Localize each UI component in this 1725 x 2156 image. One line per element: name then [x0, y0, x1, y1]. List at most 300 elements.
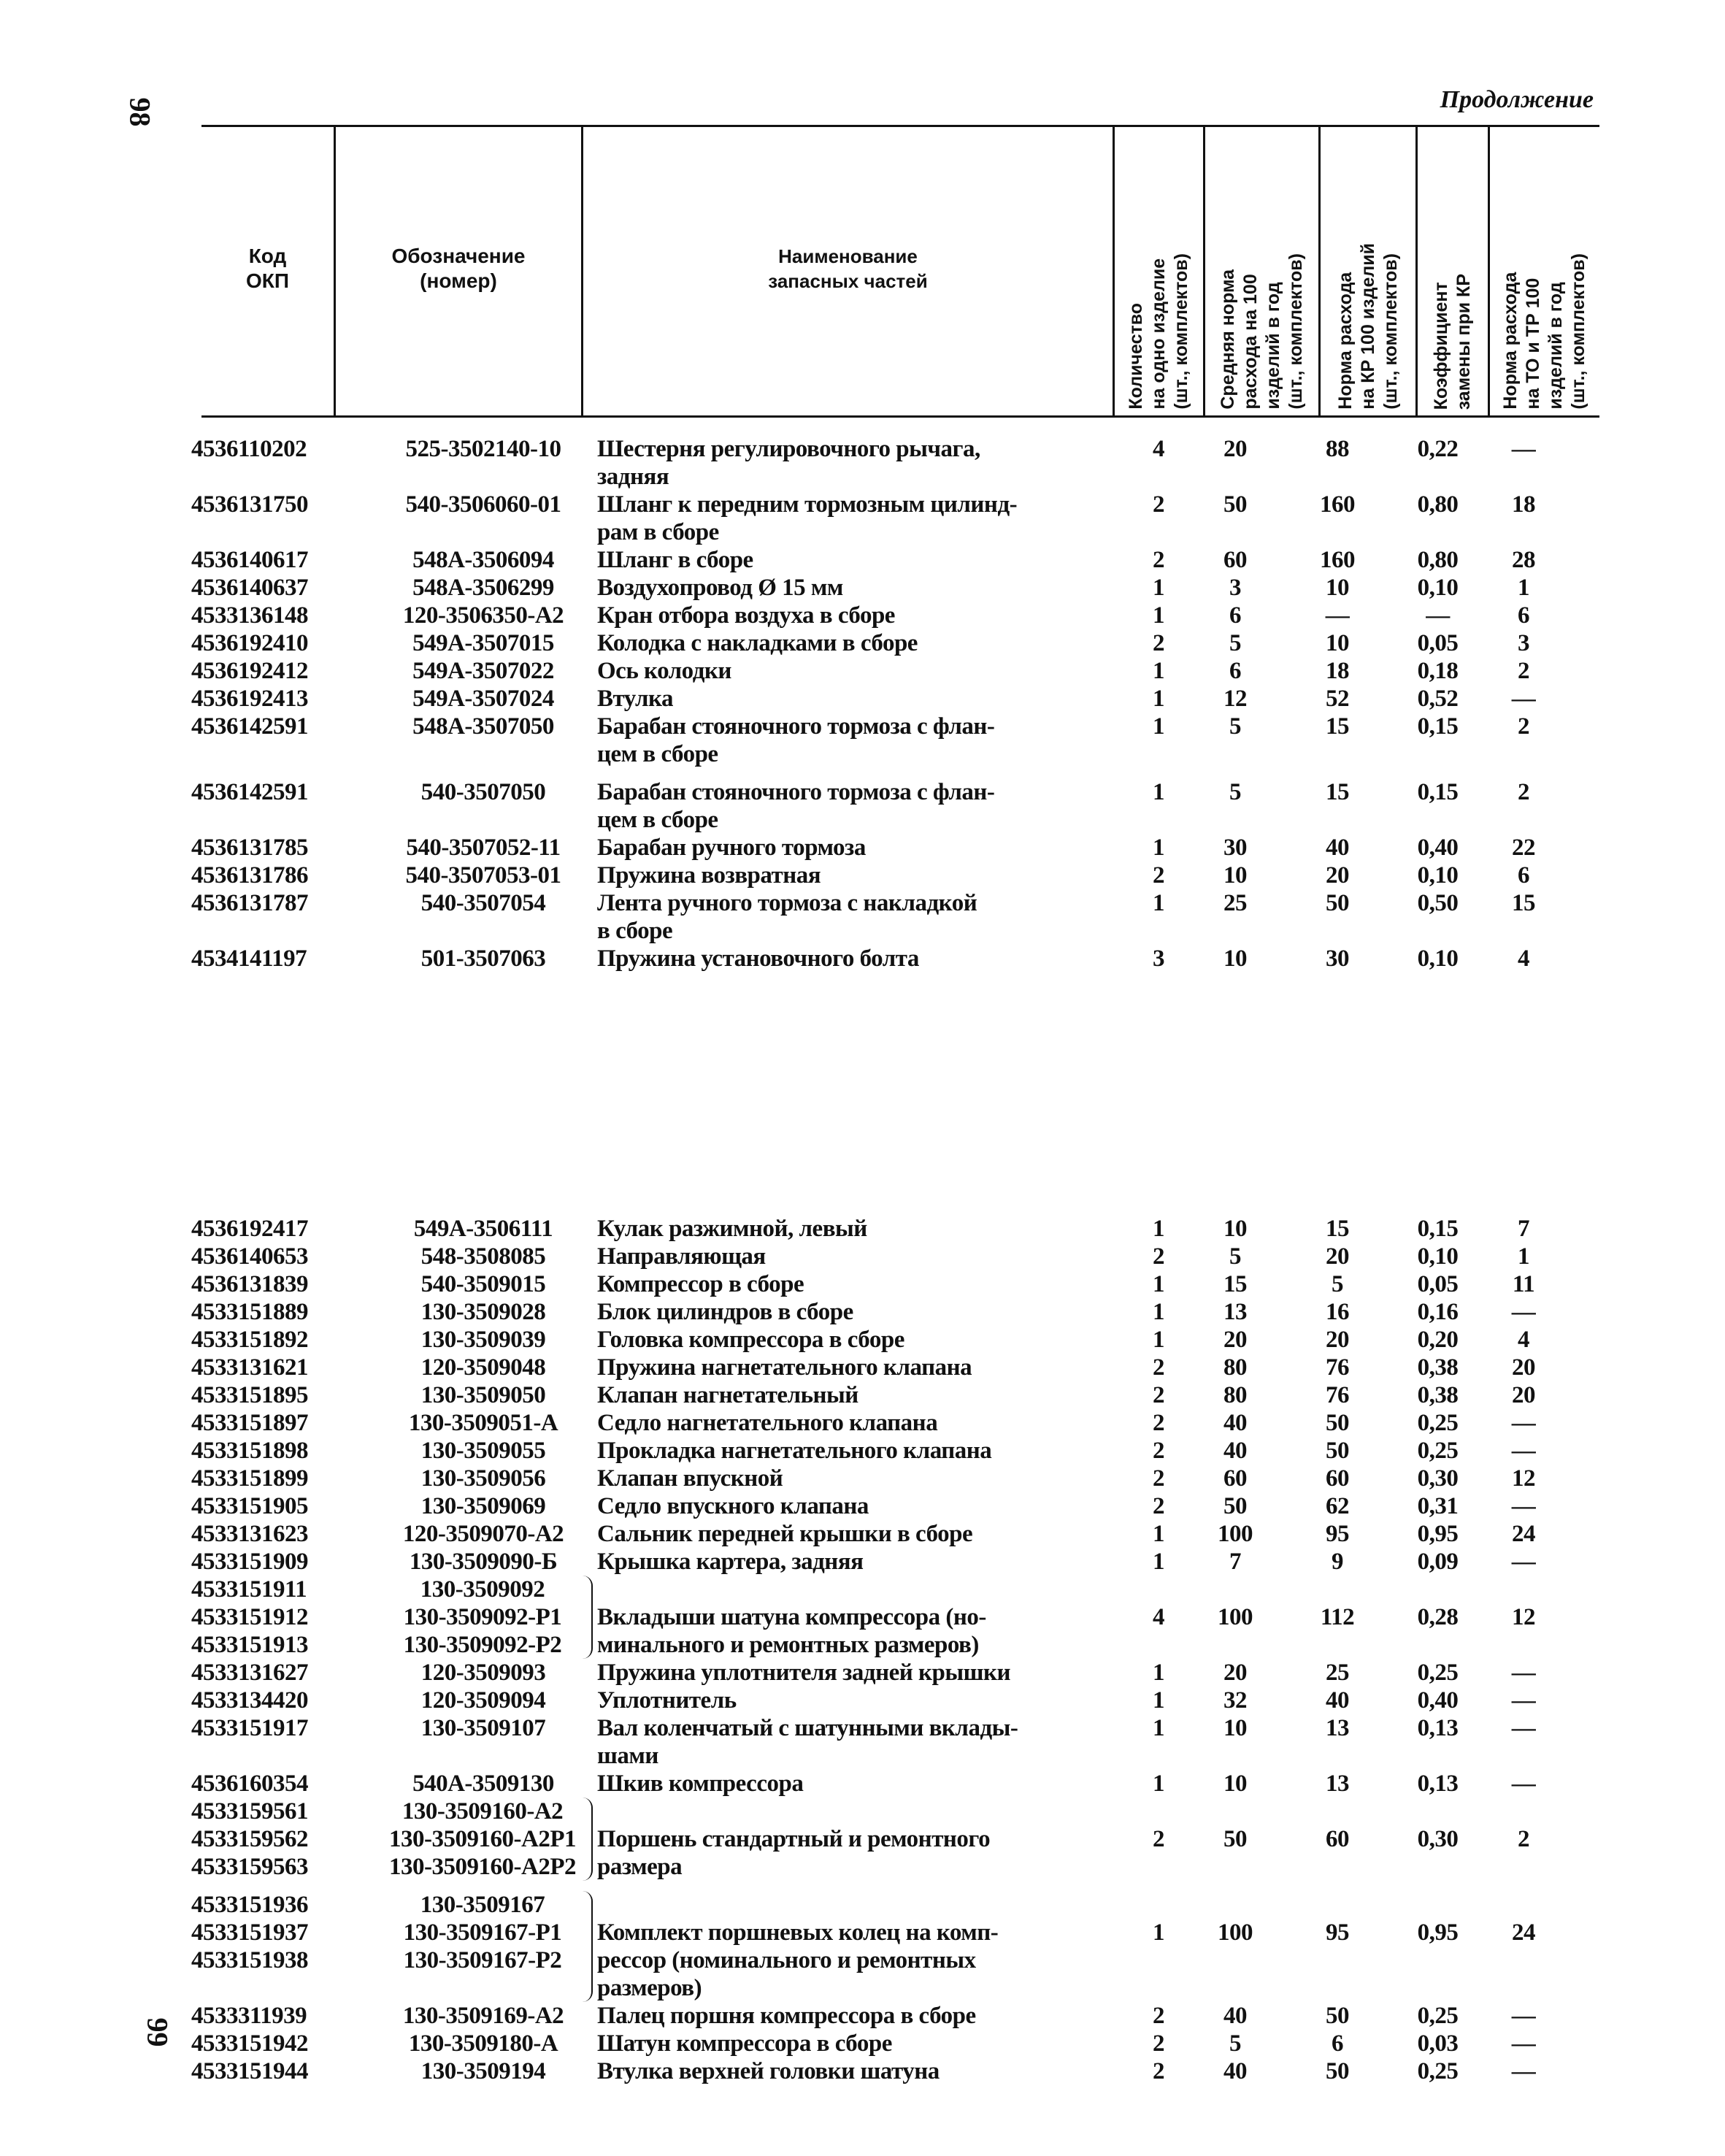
part-designation: 120-3509048: [420, 1354, 546, 1381]
table-row: [191, 435, 1600, 491]
part-designation: 130-3509180-А: [408, 2030, 558, 2057]
replacement-coef: —: [1426, 602, 1450, 629]
part-designation: 548-3508085: [420, 1243, 546, 1270]
qty-per-unit: 1: [1153, 713, 1164, 740]
part-designation: 130-3509169-А2: [402, 2003, 564, 2029]
kr-norm-per-100: 50: [1326, 890, 1349, 916]
table-row: [191, 945, 1600, 972]
qty-per-unit: 2: [1153, 1826, 1164, 1852]
header-coef: [1415, 127, 1488, 415]
to-tr-norm-per-100: —: [1511, 2030, 1536, 2057]
kr-norm-per-100: 13: [1326, 1715, 1349, 1741]
replacement-coef: 0,31: [1417, 1493, 1459, 1519]
part-code: 4533151944: [191, 2058, 308, 2084]
part-designation: 501-3507063: [420, 945, 546, 972]
part-name: Палец поршня компрессора в сборе: [597, 2003, 976, 2029]
part-code: 4533151889: [191, 1299, 308, 1325]
part-code: 4536131787: [191, 890, 308, 916]
replacement-coef: 0,52: [1417, 686, 1459, 712]
table-row: [191, 1437, 1600, 1465]
replacement-coef: 0,16: [1417, 1299, 1459, 1325]
kr-norm-per-100: 30: [1326, 945, 1349, 972]
part-code: 4536192417: [191, 1216, 308, 1242]
table-row: [191, 1298, 1600, 1326]
header-code: [201, 127, 334, 415]
replacement-coef: 0,10: [1417, 1243, 1459, 1270]
part-code: 4533151905: [191, 1493, 308, 1519]
part-code: 4533151892: [191, 1327, 308, 1353]
replacement-coef: 0,03: [1417, 2030, 1459, 2057]
part-code: 4533131627: [191, 1660, 308, 1686]
table-row: [191, 1270, 1600, 1298]
replacement-coef: 0,25: [1417, 1438, 1459, 1464]
to-tr-norm-per-100: 7: [1518, 1216, 1529, 1242]
to-tr-norm-per-100: 2: [1518, 1826, 1529, 1852]
avg-norm-per-100: 20: [1223, 1327, 1247, 1353]
qty-per-unit: 1: [1153, 1521, 1164, 1547]
replacement-coef: 0,25: [1417, 1660, 1459, 1686]
part-name: Поршень стандартный и ремонтного размера: [597, 1826, 991, 1880]
table-row-group: [191, 1576, 1600, 1659]
kr-norm-per-100: 5: [1332, 1271, 1343, 1297]
header-name-label: Наименование запасных частей: [768, 245, 928, 292]
table-row: [191, 1687, 1600, 1714]
avg-norm-per-100: 15: [1223, 1271, 1247, 1297]
kr-norm-per-100: 50: [1326, 2058, 1349, 2084]
qty-per-unit: 1: [1153, 1771, 1164, 1797]
part-code: 4533134420: [191, 1687, 308, 1714]
part-designation: 130-3509055: [420, 1438, 546, 1464]
kr-norm-per-100: 60: [1326, 1465, 1349, 1492]
to-tr-norm-per-100: 12: [1512, 1465, 1535, 1492]
avg-norm-per-100: 13: [1223, 1299, 1247, 1325]
avg-norm-per-100: 80: [1223, 1382, 1247, 1408]
replacement-coef: 0,95: [1417, 1521, 1459, 1547]
qty-per-unit: 1: [1153, 1327, 1164, 1353]
replacement-coef: 0,13: [1417, 1715, 1459, 1741]
kr-norm-per-100: 9: [1332, 1549, 1343, 1575]
to-tr-norm-per-100: —: [1511, 2003, 1536, 2029]
qty-per-unit: 2: [1153, 1410, 1164, 1436]
table-row-group: [191, 1891, 1600, 2002]
part-code: 4536140637: [191, 575, 308, 601]
header-coef-label: Коэффициент замены при КР: [1431, 273, 1474, 410]
page-number-top: 98: [123, 97, 157, 127]
part-code: 4533131623: [191, 1521, 308, 1547]
qty-per-unit: 2: [1153, 1438, 1164, 1464]
part-designation: 120-3509094: [420, 1687, 546, 1714]
part-name: Кран отбора воздуха в сборе: [597, 602, 895, 629]
kr-norm-per-100: 60: [1326, 1826, 1349, 1852]
part-code: 4536131750: [191, 491, 308, 518]
replacement-coef: 0,50: [1417, 890, 1459, 916]
qty-per-unit: 1: [1153, 1549, 1164, 1575]
part-name: Прокладка нагнетательного клапана: [597, 1438, 992, 1464]
kr-norm-per-100: 40: [1326, 835, 1349, 861]
to-tr-norm-per-100: —: [1511, 1410, 1536, 1436]
replacement-coef: 0,80: [1417, 547, 1459, 573]
qty-per-unit: 2: [1153, 491, 1164, 518]
to-tr-norm-per-100: 1: [1518, 575, 1529, 601]
part-name: Клапан нагнетательный: [597, 1382, 858, 1408]
part-designation: 540-3507050: [420, 779, 546, 805]
part-name: Сальник передней крышки в сборе: [597, 1521, 973, 1547]
replacement-coef: 0,18: [1417, 658, 1459, 684]
replacement-coef: 0,38: [1417, 1382, 1459, 1408]
avg-norm-per-100: 25: [1223, 890, 1247, 916]
replacement-coef: 0,15: [1417, 779, 1459, 805]
avg-norm-per-100: 60: [1223, 1465, 1247, 1492]
part-name: Шатун компрессора в сборе: [597, 2030, 892, 2057]
part-code: 4533151899: [191, 1465, 308, 1492]
part-code: 4536131839: [191, 1271, 308, 1297]
table-row: [191, 574, 1600, 602]
kr-norm-per-100: 62: [1326, 1493, 1349, 1519]
to-tr-norm-per-100: 24: [1512, 1919, 1535, 1946]
header-tr: [1488, 127, 1599, 415]
part-code: 4533131621: [191, 1354, 308, 1381]
part-name: Барабан стояночного тормоза с флан- цем в сборе: [597, 779, 995, 833]
part-name: Пружина установочного болта: [597, 945, 919, 972]
qty-per-unit: 1: [1153, 1715, 1164, 1741]
part-code: 4533159561 4533159562 4533159563: [191, 1798, 308, 1880]
part-code: 4533151897: [191, 1410, 308, 1436]
part-code: 4536142591: [191, 779, 308, 805]
table-row: [191, 1492, 1600, 1520]
kr-norm-per-100: 10: [1326, 575, 1349, 601]
avg-norm-per-100: 6: [1229, 658, 1241, 684]
avg-norm-per-100: 100: [1218, 1604, 1253, 1630]
qty-per-unit: 2: [1153, 1354, 1164, 1381]
to-tr-norm-per-100: 24: [1512, 1521, 1535, 1547]
part-designation: 548А-3507050: [412, 713, 554, 740]
kr-norm-per-100: 50: [1326, 2003, 1349, 2029]
kr-norm-per-100: 40: [1326, 1687, 1349, 1714]
avg-norm-per-100: 32: [1223, 1687, 1247, 1714]
to-tr-norm-per-100: —: [1511, 1493, 1536, 1519]
part-code: 4536140653: [191, 1243, 308, 1270]
qty-per-unit: 4: [1153, 1604, 1164, 1630]
avg-norm-per-100: 5: [1229, 630, 1241, 656]
qty-per-unit: 1: [1153, 1216, 1164, 1242]
kr-norm-per-100: 50: [1326, 1438, 1349, 1464]
part-designation: 540-3509015: [420, 1271, 546, 1297]
table-row: [191, 2002, 1600, 2030]
part-name: Барабан ручного тормоза: [597, 835, 866, 861]
to-tr-norm-per-100: 6: [1518, 862, 1529, 889]
part-name: Уплотнитель: [597, 1687, 737, 1714]
to-tr-norm-per-100: 18: [1512, 491, 1535, 518]
page-number-bottom: 99: [141, 2017, 174, 2047]
qty-per-unit: 1: [1153, 686, 1164, 712]
avg-norm-per-100: 20: [1223, 1660, 1247, 1686]
table-row-group: [191, 1798, 1600, 1881]
table-row: [191, 778, 1600, 834]
kr-norm-per-100: 6: [1332, 2030, 1343, 2057]
part-designation: 130-3509051-А: [408, 1410, 558, 1436]
replacement-coef: 0,10: [1417, 945, 1459, 972]
table-row: [191, 889, 1600, 945]
table-row: [191, 1215, 1600, 1243]
kr-norm-per-100: 160: [1320, 547, 1355, 573]
table-row: [191, 1465, 1600, 1492]
table-row: [191, 1326, 1600, 1354]
table-row: [191, 713, 1600, 768]
part-designation: 130-3509107: [420, 1715, 546, 1741]
part-name: Втулка верхней головки шатуна: [597, 2058, 940, 2084]
part-designation: 549А-3507022: [412, 658, 554, 684]
replacement-coef: 0,95: [1417, 1919, 1459, 1946]
qty-per-unit: 1: [1153, 779, 1164, 805]
part-code: 4533151942: [191, 2030, 308, 2057]
qty-per-unit: 3: [1153, 945, 1164, 972]
replacement-coef: 0,25: [1417, 2003, 1459, 2029]
part-code: 4536192413: [191, 686, 308, 712]
part-designation: 130-3509167 130-3509167-Р1 130-3509167-Р2: [374, 1891, 593, 2002]
part-designation: 130-3509069: [420, 1493, 546, 1519]
part-designation: 120-3506350-А2: [402, 602, 564, 629]
part-name: Кулак разжимной, левый: [597, 1216, 867, 1242]
part-designation: 549А-3507015: [412, 630, 554, 656]
qty-per-unit: 1: [1153, 835, 1164, 861]
to-tr-norm-per-100: —: [1511, 436, 1536, 462]
kr-norm-per-100: 76: [1326, 1354, 1349, 1381]
to-tr-norm-per-100: 2: [1518, 779, 1529, 805]
kr-norm-per-100: 18: [1326, 658, 1349, 684]
replacement-coef: 0,09: [1417, 1549, 1459, 1575]
table-row: [191, 657, 1600, 685]
part-name: Головка компрессора в сборе: [597, 1327, 904, 1353]
part-name: Пружина нагнетательного клапана: [597, 1354, 972, 1381]
qty-per-unit: 2: [1153, 862, 1164, 889]
to-tr-norm-per-100: —: [1511, 1549, 1536, 1575]
part-designation: 130-3509090-Б: [409, 1549, 558, 1575]
part-name: Клапан впускной: [597, 1465, 783, 1492]
avg-norm-per-100: 5: [1229, 779, 1241, 805]
part-name: Пружина уплотнителя задней крышки: [597, 1660, 1011, 1686]
qty-per-unit: 1: [1153, 1271, 1164, 1297]
kr-norm-per-100: 88: [1326, 436, 1349, 462]
replacement-coef: 0,15: [1417, 1216, 1459, 1242]
replacement-coef: 0,05: [1417, 630, 1459, 656]
part-designation: 130-3509092 130-3509092-Р1 130-3509092-Р2: [374, 1576, 593, 1659]
avg-norm-per-100: 50: [1223, 1493, 1247, 1519]
kr-norm-per-100: 95: [1326, 1521, 1349, 1547]
kr-norm-per-100: 15: [1326, 1216, 1349, 1242]
avg-norm-per-100: 30: [1223, 835, 1247, 861]
part-name: Компрессор в сборе: [597, 1271, 804, 1297]
avg-norm-per-100: 60: [1223, 547, 1247, 573]
to-tr-norm-per-100: 12: [1512, 1604, 1535, 1630]
replacement-coef: 0,10: [1417, 862, 1459, 889]
kr-norm-per-100: 52: [1326, 686, 1349, 712]
kr-norm-per-100: 16: [1326, 1299, 1349, 1325]
part-name: Шестерня регулировочного рычага, задняя: [597, 436, 980, 490]
part-code: 4533151895: [191, 1382, 308, 1408]
avg-norm-per-100: 10: [1223, 1216, 1247, 1242]
replacement-coef: 0,13: [1417, 1771, 1459, 1797]
part-designation: 130-3509056: [420, 1465, 546, 1492]
avg-norm-per-100: 100: [1218, 1521, 1253, 1547]
kr-norm-per-100: 95: [1326, 1919, 1349, 1946]
to-tr-norm-per-100: —: [1511, 1438, 1536, 1464]
part-designation: 549А-3506111: [413, 1216, 553, 1242]
part-code: 4536131786: [191, 862, 308, 889]
part-name: Лента ручного тормоза с накладкой в сборе: [597, 890, 977, 944]
header-kr-label: Норма расхода на КР 100 изделий (шт., комплектов): [1334, 243, 1401, 410]
replacement-coef: 0,30: [1417, 1826, 1459, 1852]
part-designation: 540-3507053-01: [405, 862, 561, 889]
header-designation: [334, 127, 581, 415]
header-avg: [1203, 127, 1318, 415]
qty-per-unit: 1: [1153, 1660, 1164, 1686]
table-row: [191, 1770, 1600, 1798]
avg-norm-per-100: 40: [1223, 1438, 1247, 1464]
avg-norm-per-100: 10: [1223, 945, 1247, 972]
part-name: Шланг в сборе: [597, 547, 753, 573]
table-row: [191, 1243, 1600, 1270]
avg-norm-per-100: 5: [1229, 713, 1241, 740]
header-qty-label: Количество на одно изделие (шт., комплектов): [1126, 253, 1191, 410]
table-row: [191, 685, 1600, 713]
table-body-lower: [191, 1215, 1600, 2085]
replacement-coef: 0,80: [1417, 491, 1459, 518]
to-tr-norm-per-100: —: [1511, 1715, 1536, 1741]
avg-norm-per-100: 40: [1223, 2003, 1247, 2029]
part-designation: 130-3509050: [420, 1382, 546, 1408]
table-row: [191, 602, 1600, 629]
qty-per-unit: 1: [1153, 1919, 1164, 1946]
table-body-upper: [191, 435, 1600, 972]
part-name: Направляющая: [597, 1243, 766, 1270]
part-name: Вкладыши шатуна компрессора (но- минального и ремонтных размеров): [597, 1604, 986, 1658]
qty-per-unit: 4: [1153, 436, 1164, 462]
table-row: [191, 491, 1600, 546]
part-code: 4534141197: [191, 945, 307, 972]
part-designation: 120-3509093: [420, 1660, 546, 1686]
to-tr-norm-per-100: —: [1511, 1687, 1536, 1714]
part-code: 4533151911 4533151912 4533151913: [191, 1576, 308, 1658]
kr-norm-per-100: 15: [1326, 713, 1349, 740]
part-designation: 130-3509039: [420, 1327, 546, 1353]
kr-norm-per-100: 50: [1326, 1410, 1349, 1436]
to-tr-norm-per-100: 3: [1518, 630, 1529, 656]
replacement-coef: 0,25: [1417, 2058, 1459, 2084]
kr-norm-per-100: 13: [1326, 1771, 1349, 1797]
qty-per-unit: 2: [1153, 2030, 1164, 2057]
avg-norm-per-100: 50: [1223, 491, 1247, 518]
kr-norm-per-100: 20: [1326, 1327, 1349, 1353]
part-designation: 548А-3506299: [412, 575, 554, 601]
table-header: [201, 125, 1599, 418]
kr-norm-per-100: 20: [1326, 1243, 1349, 1270]
part-code: 4533151917: [191, 1715, 308, 1741]
qty-per-unit: 1: [1153, 1687, 1164, 1714]
part-code: 4533136148: [191, 602, 308, 629]
avg-norm-per-100: 3: [1229, 575, 1241, 601]
part-designation: 130-3509028: [420, 1299, 546, 1325]
table-row: [191, 862, 1600, 889]
kr-norm-per-100: 160: [1320, 491, 1355, 518]
part-designation: 120-3509070-А2: [402, 1521, 564, 1547]
qty-per-unit: 1: [1153, 602, 1164, 629]
qty-per-unit: 2: [1153, 1493, 1164, 1519]
to-tr-norm-per-100: 6: [1518, 602, 1529, 629]
avg-norm-per-100: 100: [1218, 1919, 1253, 1946]
header-avg-label: Средняя норма расхода на 100 изделий в год (шт., комплектов): [1217, 253, 1306, 410]
qty-per-unit: 2: [1153, 1382, 1164, 1408]
part-code: 4536192412: [191, 658, 308, 684]
avg-norm-per-100: 12: [1223, 686, 1247, 712]
to-tr-norm-per-100: 15: [1512, 890, 1535, 916]
part-code: 4533151898: [191, 1438, 308, 1464]
qty-per-unit: 2: [1153, 1243, 1164, 1270]
avg-norm-per-100: 5: [1229, 1243, 1241, 1270]
table-row: [191, 629, 1600, 657]
to-tr-norm-per-100: 20: [1512, 1354, 1535, 1381]
qty-per-unit: 1: [1153, 658, 1164, 684]
part-name: Вал коленчатый с шатунными вклады- шами: [597, 1715, 1018, 1769]
table-row: [191, 1548, 1600, 1576]
part-name: Ось колодки: [597, 658, 731, 684]
part-designation: 540А-3509130: [412, 1771, 554, 1797]
part-code: 4533311939: [191, 2003, 307, 2029]
part-code: 4533151936 4533151937 4533151938: [191, 1892, 308, 1973]
header-tr-label: Норма расхода на ТО и ТР 100 изделий в год (шт., комплектов): [1500, 253, 1588, 410]
to-tr-norm-per-100: 4: [1518, 1327, 1529, 1353]
part-code: 4536140617: [191, 547, 308, 573]
header-designation-label: Обозначение (номер): [391, 245, 526, 292]
part-designation: 525-3502140-10: [405, 436, 561, 462]
qty-per-unit: 2: [1153, 2058, 1164, 2084]
part-name: Воздухопровод Ø 15 мм: [597, 575, 843, 601]
to-tr-norm-per-100: —: [1511, 1771, 1536, 1797]
replacement-coef: 0,05: [1417, 1271, 1459, 1297]
qty-per-unit: 2: [1153, 630, 1164, 656]
part-code: 4533151909: [191, 1549, 308, 1575]
continuation-label: Продолжение: [1440, 86, 1594, 113]
kr-norm-per-100: 10: [1326, 630, 1349, 656]
avg-norm-per-100: 5: [1229, 2030, 1241, 2057]
table-row: [191, 546, 1600, 574]
kr-norm-per-100: 20: [1326, 862, 1349, 889]
kr-norm-per-100: 76: [1326, 1382, 1349, 1408]
part-code: 4536192410: [191, 630, 308, 656]
qty-per-unit: 1: [1153, 575, 1164, 601]
part-designation: 549А-3507024: [412, 686, 554, 712]
avg-norm-per-100: 40: [1223, 1410, 1247, 1436]
table-row: [191, 2057, 1600, 2085]
part-name: Пружина возвратная: [597, 862, 821, 889]
header-kr: [1318, 127, 1415, 415]
kr-norm-per-100: 112: [1320, 1604, 1355, 1630]
table-row: [191, 834, 1600, 862]
to-tr-norm-per-100: 4: [1518, 945, 1529, 972]
header-qty: [1113, 127, 1203, 415]
table-row: [191, 1714, 1600, 1770]
part-designation: 548А-3506094: [412, 547, 554, 573]
table-row: [191, 1659, 1600, 1687]
avg-norm-per-100: 10: [1223, 1715, 1247, 1741]
avg-norm-per-100: 40: [1223, 2058, 1247, 2084]
avg-norm-per-100: 20: [1223, 436, 1247, 462]
part-name: Барабан стояночного тормоза с флан- цем в сборе: [597, 713, 995, 767]
part-name: Шкив компрессора: [597, 1771, 804, 1797]
qty-per-unit: 2: [1153, 2003, 1164, 2029]
to-tr-norm-per-100: —: [1511, 1299, 1536, 1325]
table-row: [191, 2030, 1600, 2057]
to-tr-norm-per-100: 11: [1512, 1271, 1535, 1297]
